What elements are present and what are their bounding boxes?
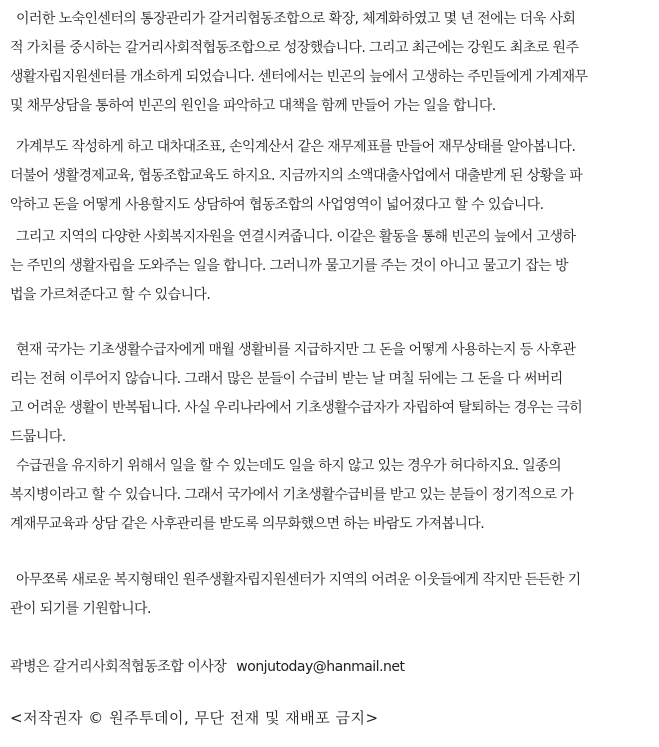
author-email: wonjutoday@hanmail.net [236,659,405,675]
paragraph-2 [10,133,582,220]
paragraph-line: 이러한 노숙인센터의 통장관리가 갈거리협동조합으로 확장, 체계화하였고 몇 년 전에는 더욱 사회 [16,11,576,27]
paragraph-line: 및 채무상담을 통하여 빈곤의 원인을 파악하고 대책을 함께 만들어 가는 일을 합니다. [10,98,496,114]
author-signature [10,655,405,679]
paragraph-line: 더불어 생활경제교육, 협동조합교육도 하지요. 지금까지의 소액대출사업에서 대출받게 된 상황을 파 [10,168,583,184]
paragraph-line: 리는 전혀 이루어지 않습니다. 그래서 많은 분들이 수급비 받는 날 며칠 뒤에는 그 돈을 다 써버리 [10,371,563,387]
paragraph-line: 관이 되기를 기원합니다. [10,601,151,617]
paragraph-line: 그리고 지역의 다양한 사회복지자원을 연결시켜줍니다. 이같은 활동을 통해 빈곤의 늪에서 고생하 [16,229,576,245]
paragraph-1 [10,5,587,121]
paragraph-line: 현재 국가는 기초생활수급자에게 매월 생활비를 지급하지만 그 돈을 어떻게 사용하는지 등 사후관 [16,342,576,358]
paragraph-3 [10,223,575,310]
paragraph-line: 가계부도 작성하게 하고 대차대조표, 손익계산서 같은 재무제표를 만들어 재무상태를 알아봅니다. [16,139,576,155]
paragraph-line: 법을 가르쳐준다고 할 수 있습니다. [10,287,211,303]
paragraph-line: 계재무교육과 상담 같은 사후관리를 받도록 의무화했으면 하는 바람도 가져봅니다. [10,516,485,532]
paragraph-line: 수급권을 유지하기 위해서 일을 할 수 있는데도 일을 하지 않고 있는 경우가 허다하지요. 일종의 [16,458,562,474]
author-name: 곽병은 갈거리사회적협동조합 이사장 [10,659,227,675]
paragraph-5 [10,452,573,539]
paragraph-6 [10,566,581,624]
paragraph-line: 적 가치를 중시하는 갈거리사회적협동조합으로 성장했습니다. 그리고 최근에는 강원도 최초로 원주 [10,40,579,56]
paragraph-4 [10,336,582,452]
paragraph-line: 는 주민의 생활자립을 도와주는 일을 합니다. 그러니까 물고기를 주는 것이 아니고 물고기 잡는 방 [10,258,568,274]
paragraph-line: 고 어려운 생활이 반복됩니다. 사실 우리나라에서 기초생활수급자가 자립하여 탈퇴하는 경우는 극히 [10,400,583,416]
paragraph-line: 복지병이라고 할 수 있습니다. 그래서 국가에서 기초생활수급비를 받고 있는 분들이 정기적으로 가 [10,487,574,503]
paragraph-line: 아무쪼록 새로운 복지형태인 원주생활자립지원센터가 지역의 어려운 이웃들에게 작지만 든든한 기 [16,572,581,588]
paragraph-line: 악하고 돈을 어떻게 사용할지도 상담하여 협동조합의 사업영역이 넓어졌다고 할 수 있습니다. [10,197,544,213]
copyright-notice: <저작권자 © 원주투데이, 무단 전재 및 재배포 금지> [10,709,379,727]
paragraph-line: 드뭅니다. [10,429,66,445]
paragraph-line: 생활자립지원센터를 개소하게 되었습니다. 센터에서는 빈곤의 늪에서 고생하는 주민들에게 가계재무 [10,69,588,85]
